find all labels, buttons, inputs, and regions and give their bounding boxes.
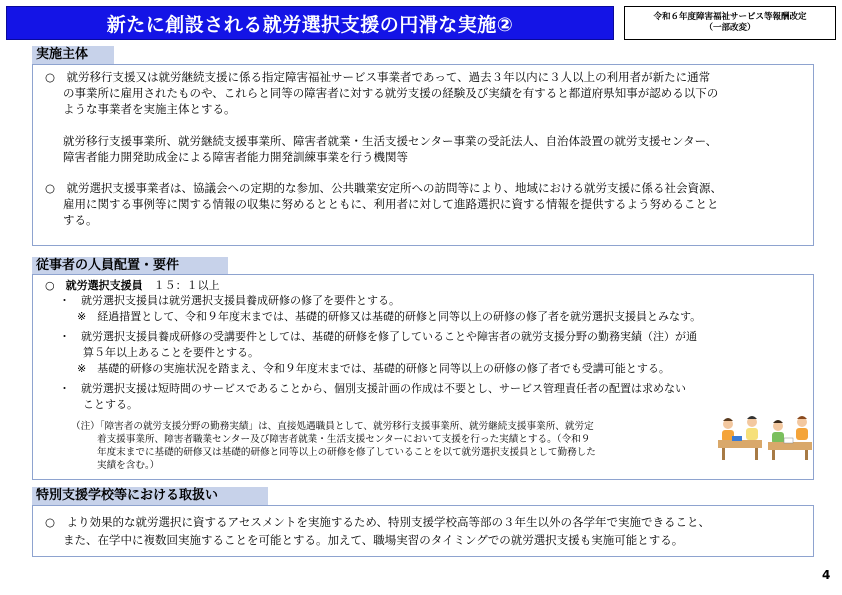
people-at-desks-icon: [714, 412, 814, 462]
special-schools-line-2: また、在学中に複数回実施することを可能とする。加えて、職場実習のタイミングでの就労選択支援も実施可能とする。: [63, 533, 684, 547]
staff-note-line-1: （注）「障害者の就労支援分野の勤務実績」は、直接処遇職員として、就労移行支援事業所、就労継続支援事業所、就労定: [71, 421, 594, 432]
page-number: 4: [822, 568, 831, 582]
staff-bullet-3-line-1: ・ 就労選択支援は短時間のサービスであることから、個別支援計画の作成は不要とし、サービス管理責任者の配置は求めない: [59, 382, 686, 395]
implementer-duty-line-1: ○ 就労選択支援事業者は、協議会への定期的な参加、公共職業安定所への訪問等により、地域における就労支援に係る社会資源、: [45, 181, 723, 195]
section-box-special-schools: [32, 505, 814, 557]
staff-bullet-2-line-2: 算５年以上あることを要件とする。: [83, 346, 259, 359]
staff-note-line-4: 実績を含む。）: [97, 460, 160, 471]
staff-ratio-line: [45, 278, 220, 293]
implementer-duty-line-2: 雇用に関する事例等に関する情報の収集に努めるとともに、利用者に対して進路選択に資する情報を提供するよう努めることと: [63, 197, 719, 211]
staff-label: 就労選択支援員: [65, 279, 143, 292]
implementer-list-line-2: 障害者能力開発助成金による障害者能力開発訓練事業を行う機関等: [63, 150, 408, 164]
staff-note-line-3: 年度末までに基礎的研修又は基礎的研修と同等以上の研修を修了していることを以て就労選択支援員として勤務した: [97, 447, 596, 458]
special-schools-line-1: ○ より効果的な就労選択に資するアセスメントを実施するため、特別支援学校高等部の３年生以外の各学年で実施できること、: [45, 515, 710, 529]
staff-bullet-2-note: ※ 基礎的研修の実施状況を踏まえ、令和９年度末までは、基礎的研修と同等以上の研修の修了者でも受講可能とする。: [77, 362, 670, 375]
page-title: 新たに創設される就労選択支援の円滑な実施②: [6, 6, 614, 40]
staff-bullet-1-note: ※ 経過措置として、令和９年度末までは、基礎的研修又は基礎的研修と同等以上の研修の修了者を就労選択支援員とみなす。: [77, 310, 702, 323]
section-header-special-schools: 特別支援学校等における取扱い: [32, 487, 268, 505]
badge-line-1: 令和６年度障害福祉サービス等報酬改定: [653, 12, 807, 22]
implementer-line-3: ような事業者を実施主体とする。: [63, 102, 236, 116]
implementer-line-1: ○ 就労移行支援又は就労継続支援に係る指定障害福祉サービス事業者であって、過去３年以内に３人以上の利用者が新たに通常: [45, 70, 711, 84]
implementer-duty-line-3: する。: [63, 213, 98, 227]
section-box-staffing: [32, 274, 814, 480]
implementer-line-2: の事業所に雇用されたものや、これらと同等の障害者に対する就労支援の経験及び実績を有すると都道府県知事が認める以下の: [63, 86, 719, 100]
staff-bullet-3-line-2: ことする。: [83, 398, 138, 411]
staff-mark: ○: [45, 279, 55, 292]
badge-line-2: （一部改変）: [704, 23, 756, 33]
staff-bullet-2-line-1: ・ 就労選択支援員養成研修の受講要件としては、基礎的研修を修了していることや障害者の就労支援分野の勤務実績（注）が通: [59, 330, 697, 343]
staff-bullet-1: ・ 就労選択支援員は就労選択支援員養成研修の修了を要件とする。: [59, 294, 400, 307]
staff-ratio: １５：１以上: [153, 279, 220, 292]
revision-badge: [624, 6, 836, 40]
section-box-implementer: [32, 64, 814, 246]
section-header-staffing: 従事者の人員配置・要件: [32, 257, 228, 275]
implementer-list-line-1: 就労移行支援事業所、就労継続支援事業所、障害者就業・生活支援センター事業の受託法人、自治体設置の就労支援センター、: [63, 134, 718, 148]
section-header-implementer: 実施主体: [32, 46, 114, 64]
staff-note-line-2: 着支援事業所、障害者職業センター及び障害者就業・生活支援センターにおいて支援を行った実績とする。（令和９: [97, 434, 591, 445]
